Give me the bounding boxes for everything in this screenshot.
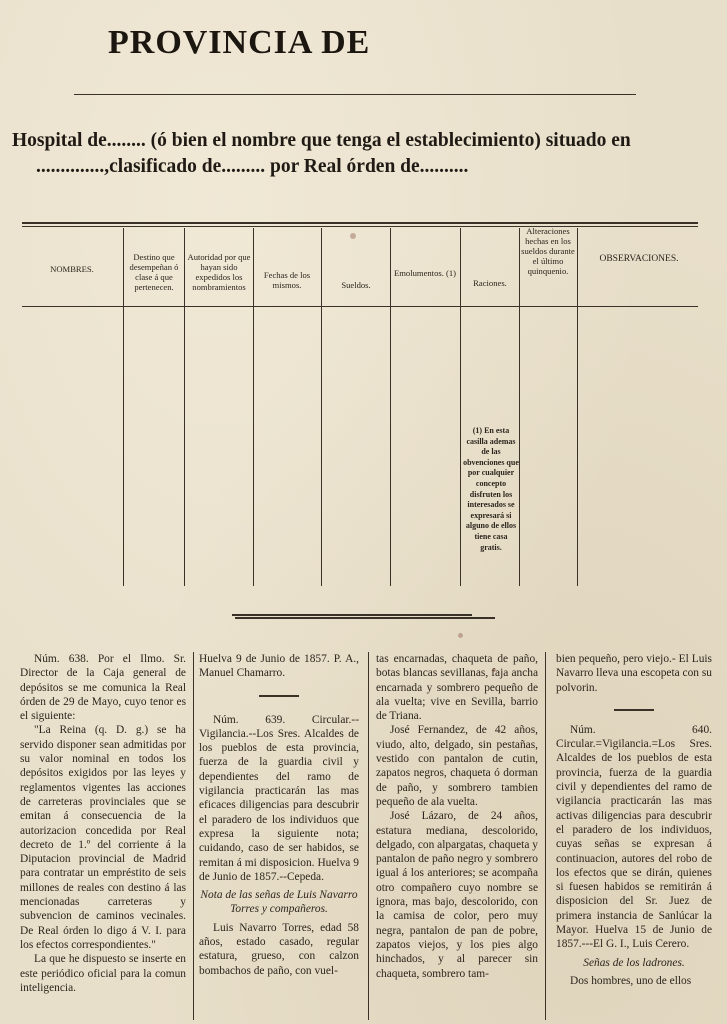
column-header-destino: Destino que desempeñan ó clase á que pertenecen. (129, 252, 179, 292)
table-second-rule (22, 226, 698, 227)
column-header-nombres: NOMBRES. (50, 264, 94, 274)
separator (199, 689, 359, 703)
section-rule (235, 617, 495, 619)
column-divider (519, 228, 520, 586)
column-header-observaciones: OBSERVACIONES. (599, 254, 679, 264)
column-divider (460, 228, 461, 586)
paragraph: tas encarnadas, chaqueta de paño, botas blancas sevillanas, faja ancha encarnada y sombrero pequeño de ala vuelta; vive en Sevilla, barrio de Triana. (376, 653, 538, 723)
subheading: Nota de las señas de Luis Navarro Torres y compañeros. (200, 889, 358, 916)
separator (556, 703, 712, 717)
column-divider (577, 228, 578, 586)
column-divider (253, 228, 254, 586)
table-footnote: (1) En esta casilla ademas de las obvenciones que por cualquier concepto disfruten los interesados se expresará si alguno de ellos tiene casa gratis. (463, 426, 519, 552)
form-table (22, 222, 698, 592)
column-divider (390, 228, 391, 586)
subheading: Señas de los ladrones. (583, 956, 685, 969)
text-column-3 (376, 652, 538, 981)
paragraph: La que he dispuesto se inserte en este periódico oficial para la comun inteligencia. (20, 953, 186, 994)
column-header-alteraciones: Alteraciones hechas en los sueldos durante el último quinquenio. (521, 226, 575, 276)
column-header-autoridad: Autoridad por que hayan sido expedidos los nombramientos (187, 252, 251, 292)
form-header (12, 128, 702, 180)
paragraph: Núm. 639. Circular.--Vigilancia.--Los Sres. Alcaldes de los pueblos de esta provincia, fuerza de la guardia civil y dependientes del ramo de vigilancia practicarán las mas eficaces diligencias para descubrir el paradero de los individuos que expresa la siguiente nota; cuidando, caso de ser habidos, se remitan á mi disposicion. Huelva 9 de Junio de 1857.--Cepeda. (199, 713, 359, 883)
column-divider (123, 228, 124, 586)
text-column-1 (20, 652, 186, 995)
table-top-rule (22, 222, 698, 224)
paragraph: bien pequeño, pero viejo.- El Luis Navarro lleva una escopeta con su polvorin. (556, 653, 712, 694)
paragraph: José Fernandez, de 42 años, viudo, alto, delgado, sin pestañas, vestido con pantalon de cutin, zapatos negros, chaqueta ó dorman de paño, y sombrero tambien pequeño de ala vuelta. (376, 724, 538, 808)
column-header-fechas: Fechas de los mismos. (263, 270, 311, 290)
paragraph: Dos hombres, uno de ellos (570, 974, 692, 987)
ink-stain (492, 668, 496, 672)
column-divider (184, 228, 185, 586)
paragraph: Núm. 638. Por el Ilmo. Sr. Director de la Caja general de depósitos se me comunica la Real órden de 29 de Mayo, cuyo tenor es el siguiente: (20, 653, 186, 723)
paragraph: José Lázaro, de 24 años, estatura mediana, descolorido, delgado, con alpargatas, chaqueta y pantalon de paño negro y sombrero igual á los anteriores; se acompaña otro compañero cuyo nombre se ignora, mas bajo, descolorido, con la camisa de color, pero muy negra, pantalon de pan de pobre, zapatos viejos, y los pies algo hinchados, y al parecer sin chaqueta, sombrero tam- (376, 810, 538, 980)
text-column-4 (556, 652, 712, 988)
table-bottom-rule (232, 614, 472, 616)
page-title: PROVINCIA DE (108, 24, 371, 61)
text-column-divider (193, 652, 194, 1020)
paragraph: Núm. 640. Circular.=Vigilancia.=Los Sres. Alcaldes de los pueblos de esta provincia, fuerza de la guardia civil y dependientes del ramo de vigilancia practicarán las mas activas diligencias para descubrir el paradero de los individuos, cuyas señas se expresan á continuacion, autores del robo de los efectos que se dirán, quienes si fuesen habidos se remitirán á disposicion del Sr. Juez de primera instancia de Sanlúcar la Mayor. Huelva 15 de Junio de 1857.---El G. I., Luis Cerero. (556, 723, 712, 951)
ink-stain (350, 233, 356, 239)
column-header-raciones: Raciones. (473, 278, 507, 288)
column-header-sueldos: Sueldos. (341, 280, 371, 290)
paragraph: "La Reina (q. D. g.) se ha servido disponer sean admitidas por su valor nominal en todos los depósitos exigidos por las leyes y reglamentos vigentes las acciones de carreteras provinciales que se emitan á consecuencia de la autorizacion concedida por Real decreto de 1.º del corriente á la Diputacion provincial de Madrid para contratar un empréstito de seis millones de reales con destino á las mencionadas carreteras y subvencion de caminos vecinales. De Real órden lo digo á V. I. para los efectos correspondientes." (20, 724, 186, 951)
paragraph: Luis Navarro Torres, edad 58 años, estado casado, regular estatura, grueso, con calzon bombachos de paño, con vuel- (199, 921, 359, 977)
form-header-line-1: Hospital de........ (ó bien el nombre que tenga el establecimiento) situado en (12, 130, 631, 151)
ink-stain (458, 633, 463, 638)
column-divider (321, 228, 322, 586)
paragraph: Huelva 9 de Junio de 1857. P. A., Manuel Chamarro. (199, 653, 359, 680)
text-column-divider (545, 652, 546, 1020)
text-column-divider (368, 652, 369, 1020)
text-column-2 (199, 652, 359, 978)
column-header-emolumentos: Emolumentos. (1) (393, 268, 457, 278)
form-header-line-2: ..............,clasificado de......... por Real órden de.......... (36, 156, 469, 177)
title-rule (74, 94, 636, 95)
